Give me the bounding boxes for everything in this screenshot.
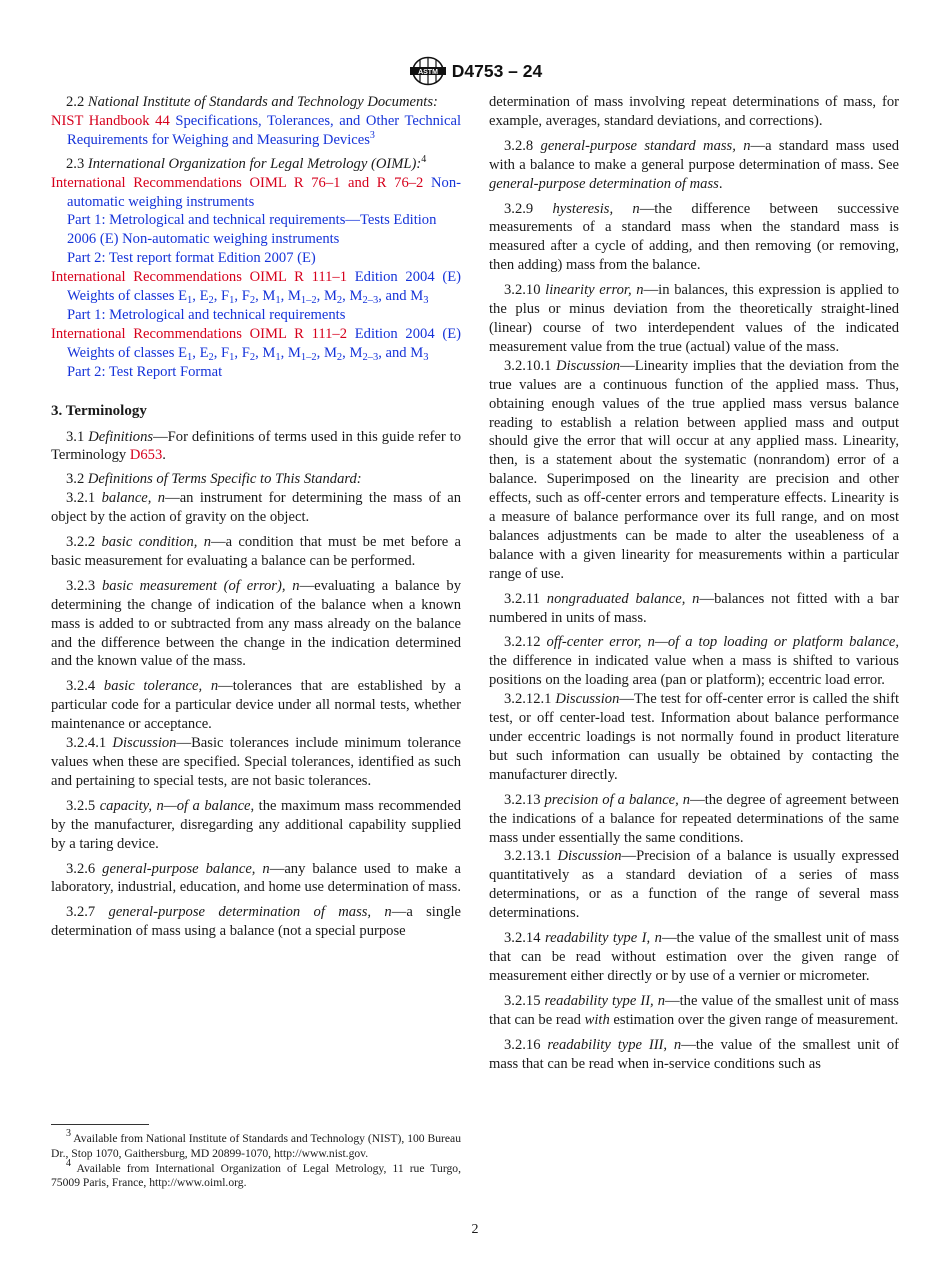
def-3-2-15: 3.2.15 readability type II, n—the value of the smallest unit of mass that can be read with estimation over the given range of measurement. [489,992,899,1028]
def-3-2-9: 3.2.9 hysteresis, n—the difference between successive measurements of a standard mass when the standard mass is measured after a cycle of adding, and then removing (or removing, then adding) mass from the balance. [489,200,899,274]
section-2-3: 2.3 International Organization for Legal Metrology (OIML):$^4$ [66,153,427,172]
ref-oiml-r76-part1: Part 1: Metrological and technical requirements—Tests Edition 2006 (E) Non-automatic weighing instruments [67,212,437,248]
ref-oiml-r111-2-part: Part 2: Test Report Format [67,363,223,380]
footnote-divider [51,1124,149,1125]
footnote-3: $^3$ Available from National Institute of Standards and Technology (NIST), 100 Bureau Dr., Stop 1070, Gaithersburg, MD 20899-1070, http://www.nist.gov. [51,1128,461,1160]
def-3-2-5: 3.2.5 capacity, n—of a balance, the maximum mass recommended by the manufacturer, disregarding any additional capability supplied by a taring device. [51,797,461,852]
def-3-2-4: 3.2.4 basic tolerance, n—tolerances that are established by a particular code for a particular device under all normal tests, whether maintenance or acceptance. [51,678,461,733]
link-d653[interactable]: D653 [129,447,163,464]
def-3-2: 3.2 Definitions of Terms Specific to This Standard: [66,471,362,488]
ref-oiml-r111-1: International Recommendations OIML R 111–1 Edition 2004 (E) Weights of classes $E_1$, $E_2$, $F_1$, $F_2$, $M_1$, $M_{1-2}$, $M_2$, $M_{2-3}$, and $M_3$ [51,269,461,307]
def-3-2-12: 3.2.12 off-center error, n—of a top loading or platform balance, the difference in indicated value when a mass is shifted to various positions on the loading area (pan or platform); eccentric load error. [489,634,899,689]
def-3-2-10: 3.2.10 linearity error, n—in balances, this expression is applied to the plus or minus deviation from the theoretically straight-lined (linear) course of two interdependent values of the indicated measurement value from the true (actual) value of the mass. [489,282,900,355]
svg-text:ASTM: ASTM [417,68,438,76]
def-3-2-8: 3.2.8 general-purpose standard mass, n—a standard mass used with a balance to make a general purpose determination of mass. See general-purpose determination of mass. [489,137,899,192]
ref-oiml-r111-1-part: Part 1: Metrological and technical requirements [67,306,346,323]
def-3-2-14: 3.2.14 readability type I, n—the value of the smallest unit of mass that can be read without estimation over the given range of measurement either directly or by use of a vernier or micrometer. [489,930,900,984]
left-column [51,93,461,941]
def-3-1: 3.1 Definitions—For definitions of terms used in this guide refer to Terminology D653. [51,428,462,464]
def-3-2-3: 3.2.3 basic measurement (of error), n—evaluating a balance by determining the change of indication of the balance when a known mass is added to or subtracted from any mass already on the balance and the difference between the change in the indication determined and the known value of the mass. [51,577,461,670]
ref-oiml-r76: International Recommendations OIML R 76–1 and R 76–2 Non-automatic weighing instruments [51,174,461,210]
page-header [0,56,950,86]
link-nist-handbook[interactable]: NIST Handbook 44 [51,112,170,129]
section-2-2: 2.2 National Institute of Standards and Technology Documents: [66,94,438,110]
link-oiml-r111-1[interactable]: International Recommendations OIML R 111–1 [51,269,347,286]
link-oiml-r111-2[interactable]: International Recommendations OIML R 111–2 [51,325,347,342]
ref-oiml-r111-2: International Recommendations OIML R 111–2 Edition 2004 (E) Weights of classes $E_1$, $E_2$, $F_1$, $F_2$, $M_1$, $M_{1-2}$, $M_2$, $M_{2-3}$, and $M_3$ [51,325,461,363]
section-3-heading: 3. Terminology [51,402,147,419]
def-3-2-4-1: 3.2.4.1 Discussion—Basic tolerances include minimum tolerance values when these are specified. Special tolerances, identified as such and pertaining to special tests, are not basic tolerances. [51,735,461,789]
page-number: 2 [471,1222,479,1237]
def-3-2-13: 3.2.13 precision of a balance, n—the degree of agreement between the indications of a balance for repeated determinations of the same mass under essentially the same conditions. [489,791,900,846]
def-3-2-6: 3.2.6 general-purpose balance, n—any balance used to make a laboratory, industrial, education, and home use determination of mass. [51,860,462,896]
def-3-2-10-1: 3.2.10.1 Discussion—Linearity implies that the deviation from the true values are a continuous function of the applied mass. Thus, obtaining enough values of the true applied mass versus balance reading to establish a relation between applied mass and output should give the error that will occur at any applied mass. Linearity, then, is a statement about the systematic (nonrandom) error of a balance. Superimposed on the linearity are precision and other effects, such as off-center errors and temperature effects. Linearity is a measure of balance performance over its full range, and on most balances adjustments can be made to alter the useableness of a balance with a given linearity for measurements within a particular range of use. [489,357,900,582]
ref-oiml-r76-part2: Part 2: Test report format Edition 2007 (E) [67,250,316,267]
document-designation: D4753 – 24 [451,60,543,81]
def-3-2-16: 3.2.16 readability type III, n—the value of the smallest unit of mass that can be read when in-service conditions such as [489,1036,899,1072]
link-oiml-r76[interactable]: International Recommendations OIML R 76–1 and R 76–2 [51,174,424,191]
def-3-2-12-1: 3.2.12.1 Discussion—The test for off-center error is called the shift test, or off center-load test. Information about balance performance under eccentric loadings is not normally found in product literature but such information can usually be obtained by contacting the manufacturer directly. [489,691,900,783]
ref-nist-handbook-44: NIST Handbook 44 Specifications, Tolerances, and Other Technical Requirements for Weighing and Measuring Devices$^3$ [51,112,461,148]
def-3-2-2: 3.2.2 basic condition, n—a condition that must be met before a basic measurement for evaluating a balance can be performed. [51,534,461,569]
footnote-4: $^4$ Available from International Organization of Legal Metrology, 11 rue Turgo, 75009 Paris, France, http://www.oiml.org. [51,1157,461,1190]
def-3-2-13-1: 3.2.13.1 Discussion—Precision of a balance is usually expressed quantitatively as a standard deviation of a series of mass determinations, or as a function of the range of several mass determinations. [489,848,900,922]
def-3-2-1: 3.2.1 balance, n—an instrument for determining the mass of an object by the action of gravity on the object. [51,490,462,526]
right-column [489,93,899,1073]
def-3-2-7: 3.2.7 general-purpose determination of mass, n—a single determination of mass using a balance (not a special purpose [51,904,461,940]
footnotes [51,1128,461,1191]
def-3-2-7-continued: determination of mass involving repeat determinations of mass, for example, averages, standard deviations, and corrections). [489,94,899,129]
astm-logo-icon [408,56,448,86]
def-3-2-11: 3.2.11 nongraduated balance, n—balances not fitted with a bar numbered in units of mass. [489,590,899,626]
